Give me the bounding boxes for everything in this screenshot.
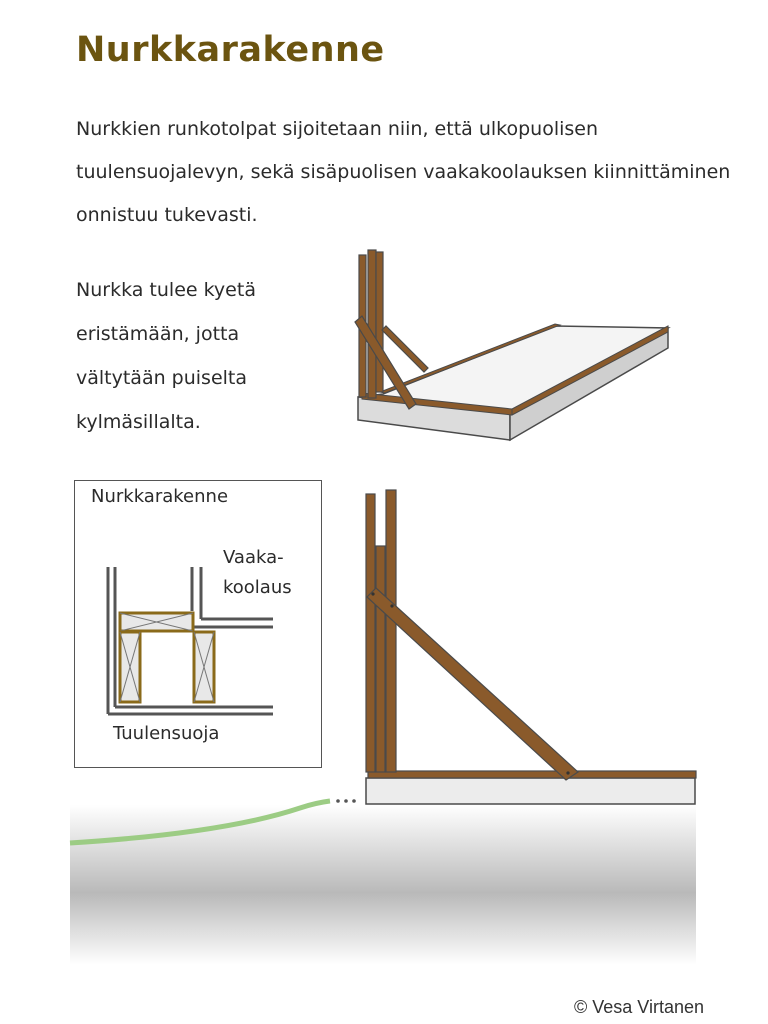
label-tuulensuoja: Tuulensuoja bbox=[113, 723, 220, 744]
elevation-stud-1 bbox=[366, 494, 375, 772]
detail-drawing bbox=[75, 481, 323, 769]
elevation-illustration bbox=[366, 490, 696, 804]
elevation-stud-3 bbox=[386, 490, 396, 772]
elevation-brace bbox=[367, 588, 578, 780]
elevation-stud-2 bbox=[376, 546, 385, 772]
dots bbox=[336, 799, 356, 803]
elevation-slab bbox=[366, 778, 695, 804]
label-vaaka-line1: Vaaka- bbox=[223, 547, 284, 568]
corner-stud-3 bbox=[376, 252, 383, 392]
detail-title: Nurkkarakenne bbox=[91, 486, 229, 507]
ground-shade bbox=[70, 805, 696, 965]
corner-stud-2 bbox=[368, 250, 376, 398]
brace-nail-top bbox=[371, 592, 374, 595]
intro-text: Nurkkien runkotolpat sijoitetaan niin, että ulkopuolisen tuulensuojalevyn, sekä sisäpuolisen vaakakoolauksen kiinnittäminen onnistuu tukevasti. bbox=[76, 118, 731, 226]
label-vaaka-line2: koolaus bbox=[223, 577, 292, 598]
brace-nail-top-2 bbox=[390, 604, 393, 607]
insulation-text: Nurkka tulee kyetä eristämään, jotta vältytään puiselta kylmäsillalta. bbox=[76, 279, 256, 433]
brace-nail-bottom bbox=[566, 771, 569, 774]
elevation-bottom-plate bbox=[368, 771, 696, 778]
copyright: © Vesa Virtanen bbox=[573, 997, 704, 1017]
perspective-illustration bbox=[355, 250, 668, 440]
page-title: Nurkkarakenne bbox=[76, 30, 385, 70]
detail-box bbox=[74, 480, 322, 768]
